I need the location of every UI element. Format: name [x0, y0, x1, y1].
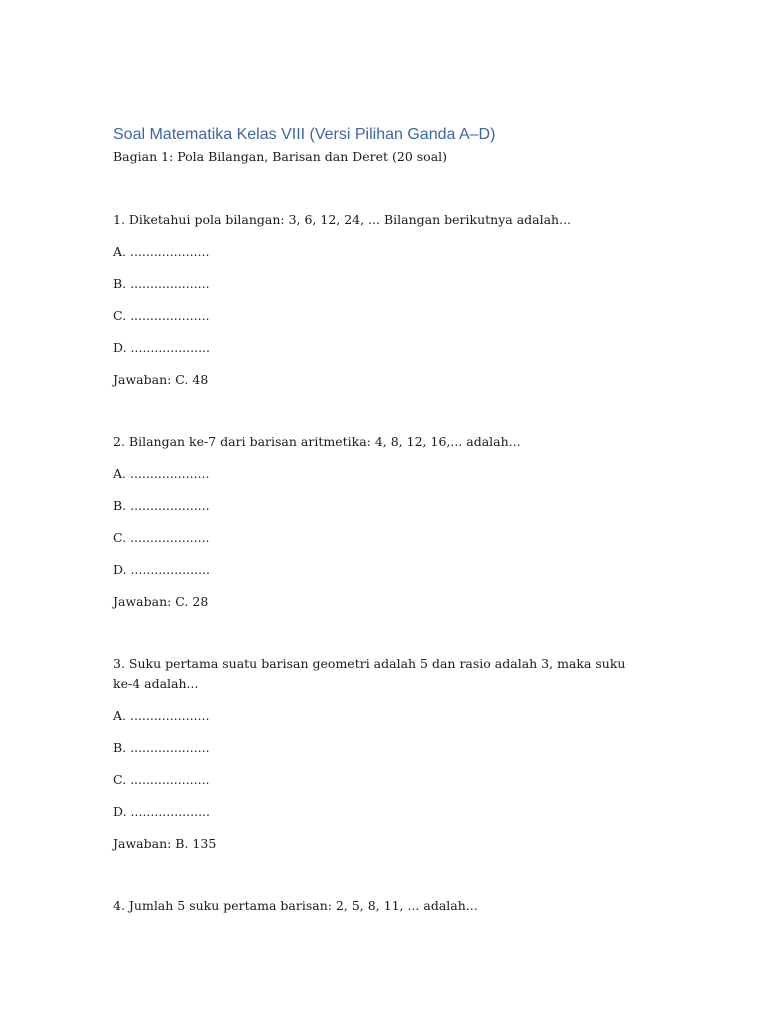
option-c: C. ....................	[113, 308, 210, 323]
option-a: A. ....................	[113, 244, 210, 259]
option-c: C. ....................	[113, 530, 210, 545]
document-title: Soal Matematika Kelas VIII (Versi Pilihan Ganda A–D)	[113, 126, 496, 143]
question-text: 4. Jumlah 5 suku pertama barisan: 2, 5, 8, 11, ... adalah...	[113, 898, 478, 913]
question-4	[113, 896, 633, 916]
option-a: A. ....................	[113, 708, 210, 723]
option-b: B. ....................	[113, 276, 210, 291]
question-text: 1. Diketahui pola bilangan: 3, 6, 12, 24, ... Bilangan berikutnya adalah...	[113, 212, 572, 227]
question-text: 3. Suku pertama suatu barisan geometri adalah 5 dan rasio adalah 3, maka suku ke-4 adalah...	[113, 656, 626, 691]
option-d: D. ....................	[113, 804, 210, 819]
question-2	[113, 432, 633, 612]
option-b: B. ....................	[113, 498, 210, 513]
question-1	[113, 210, 633, 390]
answer-text: Jawaban: C. 28	[113, 594, 209, 609]
answer-text: Jawaban: B. 135	[113, 836, 217, 851]
option-a: A. ....................	[113, 466, 210, 481]
document-subtitle: Bagian 1: Pola Bilangan, Barisan dan Deret (20 soal)	[113, 149, 448, 164]
question-text: 2. Bilangan ke-7 dari barisan aritmetika: 4, 8, 12, 16,... adalah...	[113, 434, 521, 449]
option-b: B. ....................	[113, 740, 210, 755]
question-3	[113, 654, 633, 854]
option-d: D. ....................	[113, 562, 210, 577]
document-body	[113, 124, 633, 916]
option-c: C. ....................	[113, 772, 210, 787]
option-d: D. ....................	[113, 340, 210, 355]
answer-text: Jawaban: C. 48	[113, 372, 209, 387]
